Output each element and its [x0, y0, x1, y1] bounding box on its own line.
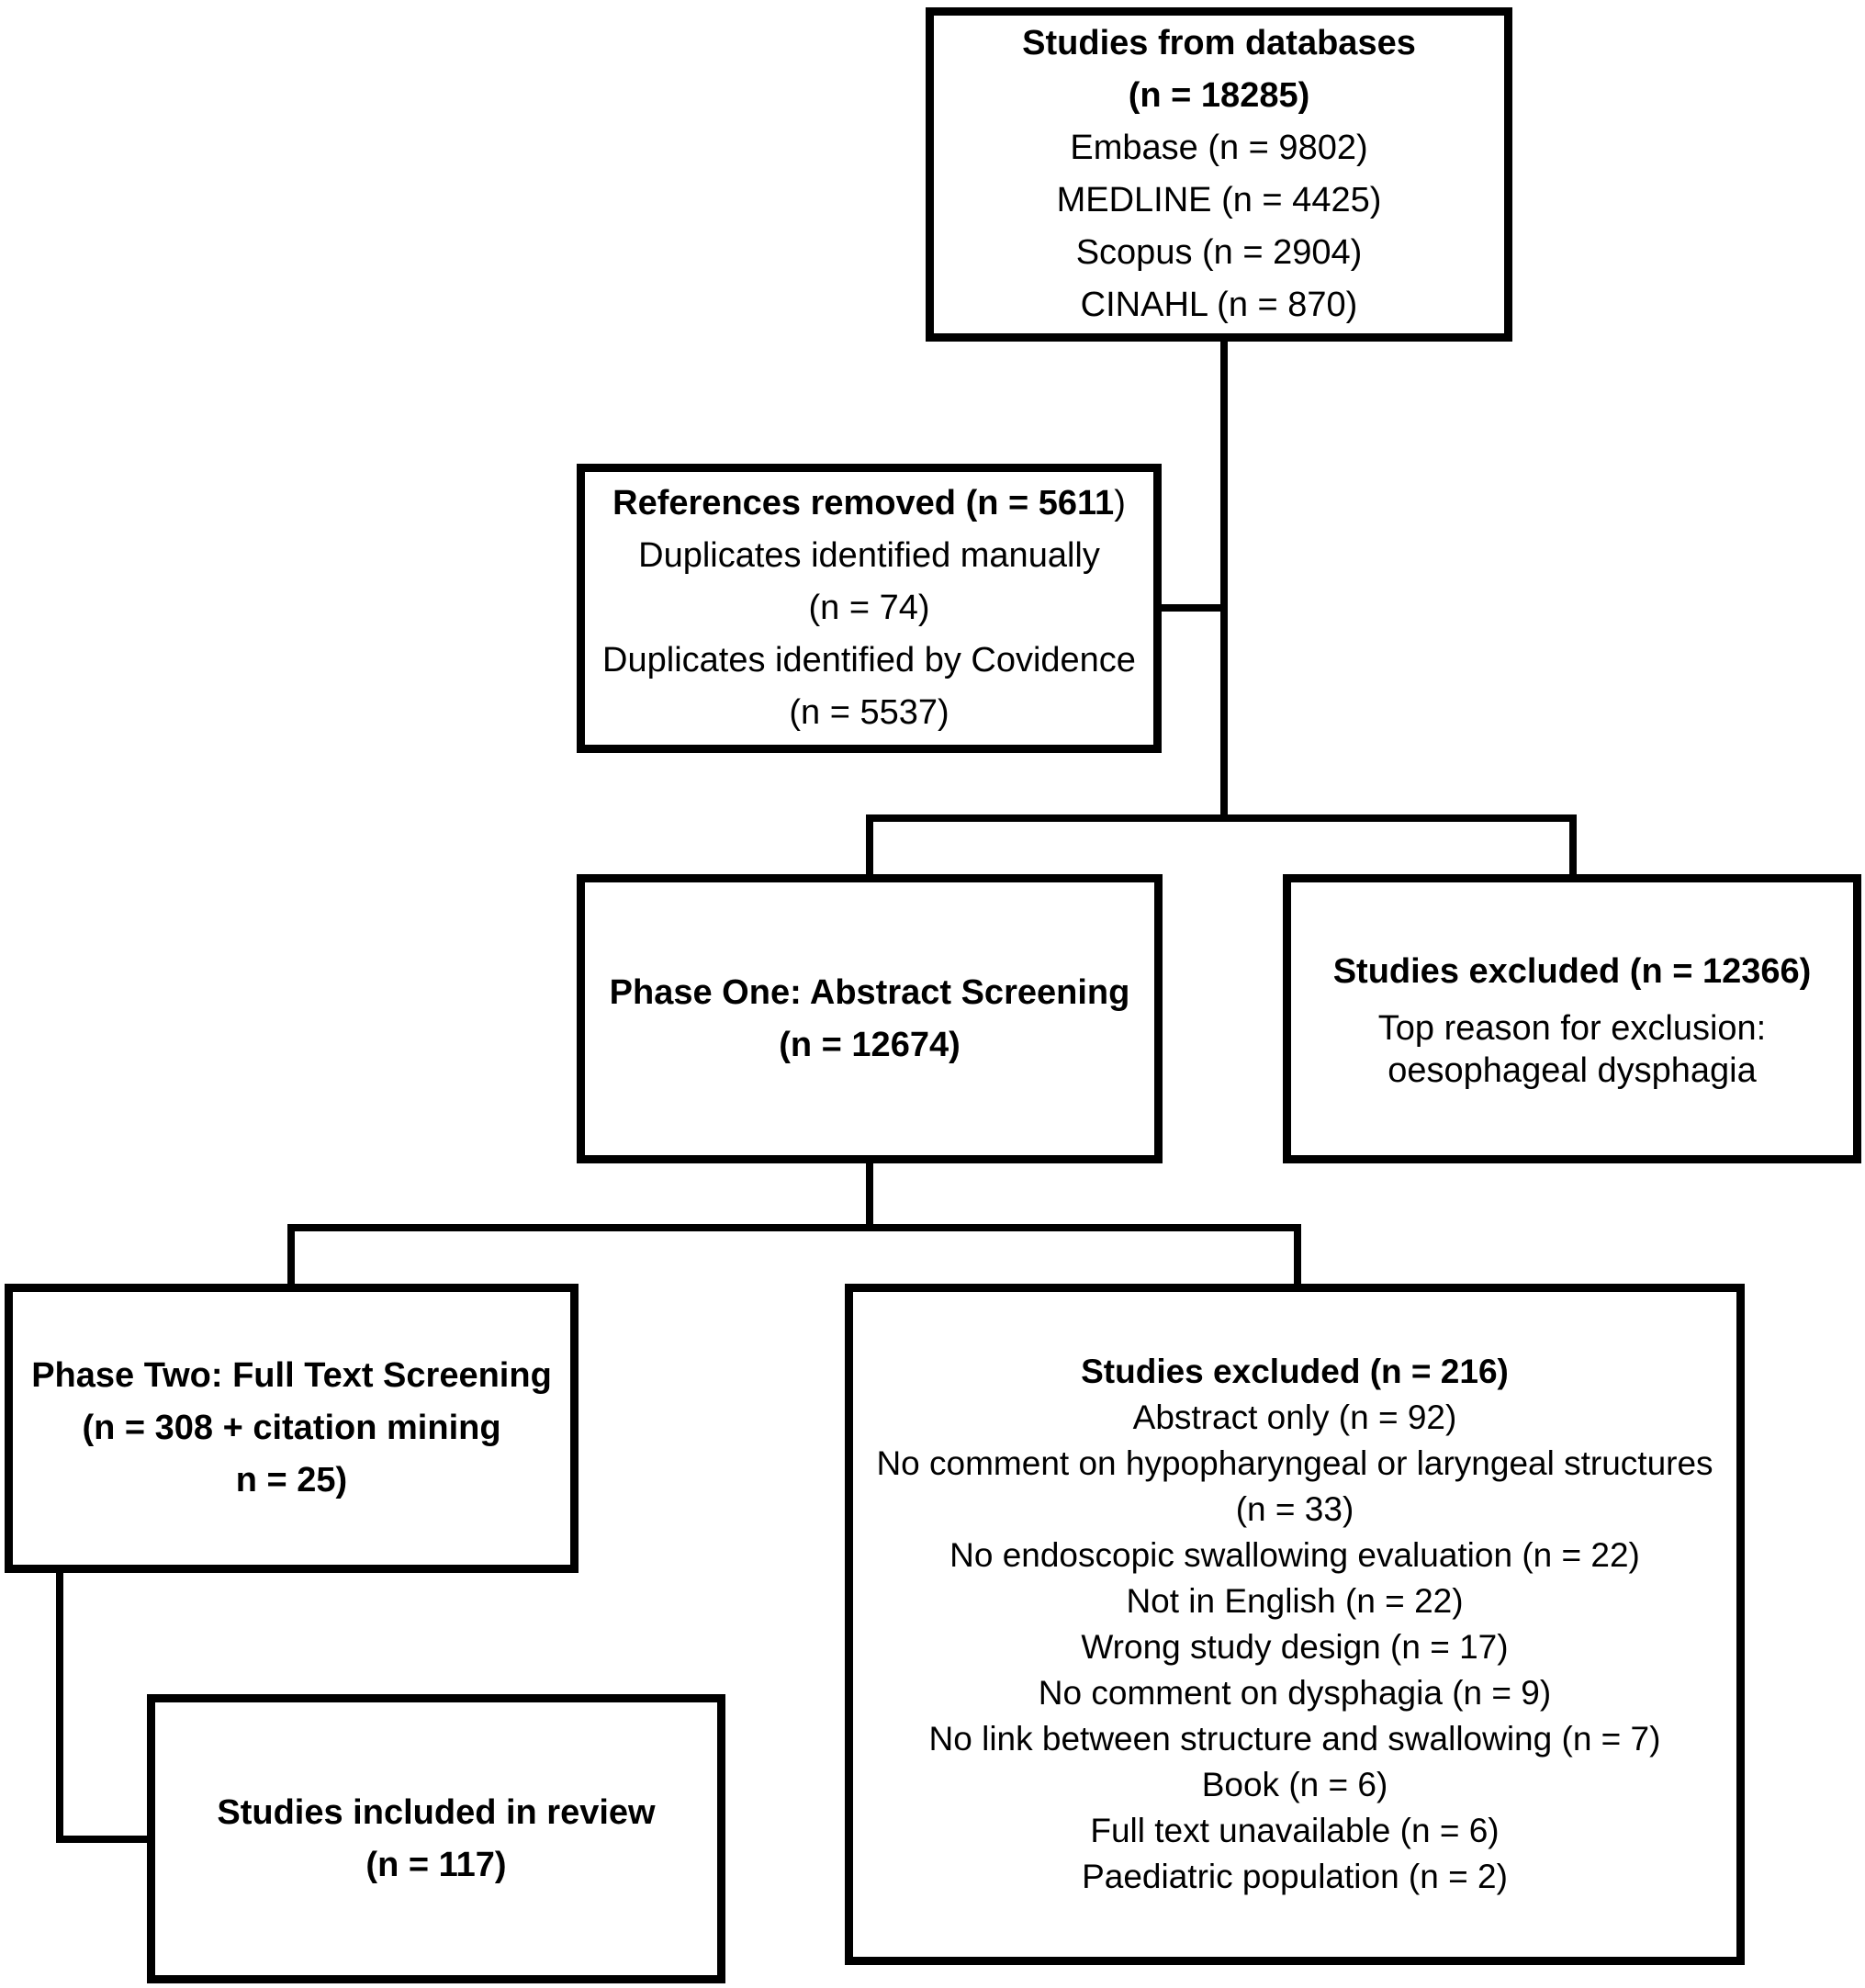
references-line-manual: Duplicates identified manually	[638, 536, 1100, 575]
connector-split-one-horizontal	[866, 814, 1577, 822]
excluded-reason-not-english: Not in English (n = 22)	[1126, 1582, 1464, 1620]
excluded-abstract-title: Studies excluded (n = 12366)	[1332, 952, 1812, 991]
excluded-reason-abstract-only: Abstract only (n = 92)	[1132, 1398, 1457, 1436]
connector-split-two-horizontal	[287, 1224, 1301, 1231]
excluded-reason-paediatric: Paediatric population (n = 2)	[1082, 1858, 1508, 1895]
box-phase-two-full-text-screening	[5, 1284, 579, 1573]
excluded-reason-no-link: No link between structure and swallowing (n = 7)	[928, 1720, 1661, 1758]
excluded-reason-wrong-design: Wrong study design (n = 17)	[1081, 1628, 1509, 1666]
connector-split-two-right-drop	[1294, 1224, 1301, 1286]
connector-included-branch	[56, 1836, 151, 1843]
phase-two-title-line-1: Phase Two: Full Text Screening	[31, 1356, 552, 1395]
excluded-abstract-reason	[1378, 1007, 1766, 1092]
box-studies-excluded-fulltext	[845, 1284, 1745, 1965]
databases-title: Studies from databases	[1022, 24, 1416, 62]
phase-one-title: Phase One: Abstract Screening	[609, 972, 1130, 1012]
databases-source-cinahl: CINAHL (n = 870)	[1080, 286, 1358, 324]
excluded-reason-no-comment-dysphagia: No comment on dysphagia (n = 9)	[1038, 1674, 1552, 1712]
excluded-reason-no-comment-structures: No comment on hypopharyngeal or laryngeal structures (n = 33)	[876, 1444, 1713, 1528]
included-title: Studies included in review	[217, 1792, 656, 1832]
phase-one-count: (n = 12674)	[779, 1025, 961, 1064]
references-title	[612, 477, 1126, 530]
references-title-tail: )	[1114, 484, 1126, 522]
box-studies-included-in-review	[147, 1694, 725, 1983]
excluded-reason-full-text-unavailable: Full text unavailable (n = 6)	[1090, 1812, 1500, 1849]
phase-two-title-line-2: (n = 308 + citation mining	[82, 1409, 501, 1447]
connector-phase-two-down	[56, 1573, 63, 1843]
connector-references-branch	[1157, 604, 1228, 612]
databases-source-scopus: Scopus (n = 2904)	[1075, 233, 1363, 272]
connector-phase-one-down	[866, 1163, 873, 1231]
box-studies-from-databases	[926, 7, 1512, 342]
connector-databases-down	[1220, 342, 1228, 822]
included-count: (n = 117)	[365, 1845, 507, 1884]
excluded-reason-no-endoscopic: No endoscopic swallowing evaluation (n = 22)	[949, 1536, 1640, 1574]
phase-two-title-line-3: n = 25)	[235, 1461, 348, 1499]
excluded-abstract-reason-line-2: oesophageal dysphagia	[1388, 1051, 1757, 1090]
references-title-bold: References removed (n = 5611	[612, 484, 1115, 522]
box-phase-one-abstract-screening	[577, 874, 1163, 1163]
excluded-reason-book: Book (n = 6)	[1201, 1766, 1388, 1803]
references-line-covidence: Duplicates identified by Covidence	[602, 641, 1136, 680]
excluded-abstract-reason-line-1: Top reason for exclusion:	[1377, 1009, 1767, 1048]
databases-count: (n = 18285)	[1128, 76, 1310, 115]
references-line-covidence-count: (n = 5537)	[789, 693, 949, 732]
box-studies-excluded-abstract	[1283, 874, 1861, 1163]
databases-source-medline: MEDLINE (n = 4425)	[1056, 181, 1382, 219]
box-references-removed	[577, 464, 1162, 753]
connector-split-one-right-drop	[1569, 814, 1577, 877]
references-line-manual-count: (n = 74)	[808, 589, 930, 627]
connector-split-one-left-drop	[866, 814, 873, 877]
excluded-fulltext-title: Studies excluded (n = 216)	[1081, 1353, 1509, 1390]
databases-source-embase: Embase (n = 9802)	[1070, 129, 1368, 167]
connector-split-two-left-drop	[287, 1224, 295, 1286]
